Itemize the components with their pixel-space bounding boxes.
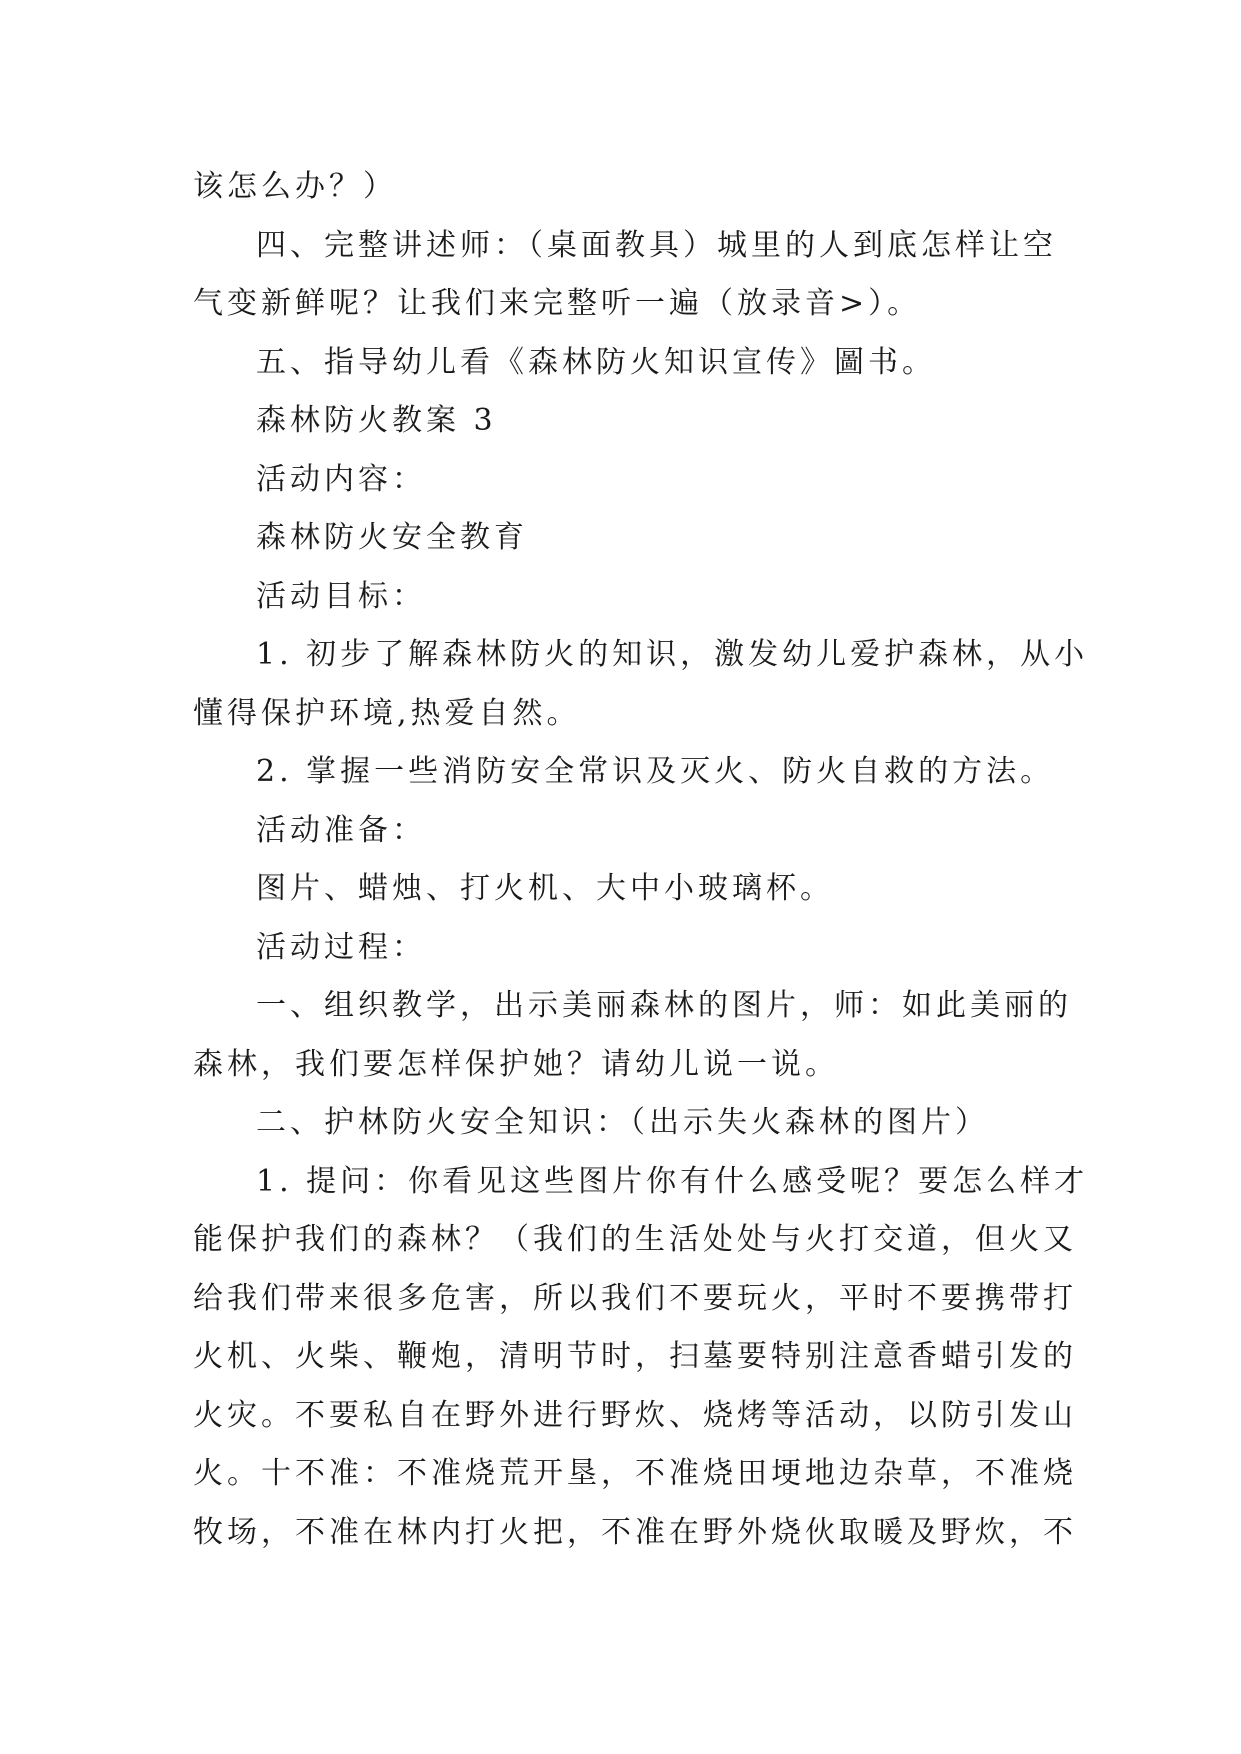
text-line: 懂得保护环境,热爱自然。 — [193, 695, 581, 731]
text-line: 该怎么办？） — [193, 169, 397, 204]
text-line: 图片、蜡烛、打火机、大中小玻璃杯。 — [256, 871, 834, 906]
text-line: 能保护我们的森林？（我们的生活处处与火打交道，但火又 — [193, 1222, 1077, 1257]
text-line: 森林，我们要怎样保护她？请幼儿说一说。 — [193, 1046, 839, 1082]
text-line: 给我们带来很多危害，所以我们不要玩火，平时不要携带打 — [193, 1280, 1077, 1316]
text-line: 活动目标： — [256, 578, 426, 614]
document-body — [193, 158, 1089, 1562]
text-line: 火。十不准：不准烧荒开垦，不准烧田埂地边杂草，不准烧 — [193, 1456, 1077, 1491]
text-line: 四、完整讲述师：（桌面教具）城里的人到底怎样让空 — [256, 227, 1057, 263]
text-line: 1. 提问：你看见这些图片你有什么感受呢？要怎么样才 — [256, 1163, 1089, 1199]
text-line: 火机、火柴、鞭炮，清明节时，扫墓要特别注意香蜡引发的 — [193, 1339, 1077, 1374]
text-line: 森林防火教案 3 — [256, 403, 497, 438]
text-line: 五、指导幼儿看《森林防火知识宣传》圖书。 — [256, 344, 936, 380]
text-line: 1. 初步了解森林防火的知识，激发幼儿爱护森林，从小 — [256, 637, 1089, 672]
text-line: 牧场，不准在林内打火把，不准在野外烧伙取暖及野炊，不 — [193, 1514, 1077, 1550]
text-line: 气变新鲜呢？让我们来完整听一遍（放录音>）。 — [193, 286, 922, 321]
text-line: 森林防火安全教育 — [256, 520, 528, 555]
text-line: 二、护林防火安全知识：（出示失火森林的图片） — [256, 1105, 989, 1140]
text-line: 火灾。不要私自在野外进行野炊、烧烤等活动，以防引发山 — [193, 1397, 1077, 1433]
text-line: 2. 掌握一些消防安全常识及灭火、防火自救的方法。 — [256, 754, 1055, 789]
text-line: 活动内容： — [256, 461, 426, 497]
text-line: 一、组织教学，出示美丽森林的图片，师：如此美丽的 — [256, 988, 1072, 1023]
text-line: 活动过程： — [256, 929, 426, 965]
text-line: 活动准备： — [256, 812, 426, 848]
